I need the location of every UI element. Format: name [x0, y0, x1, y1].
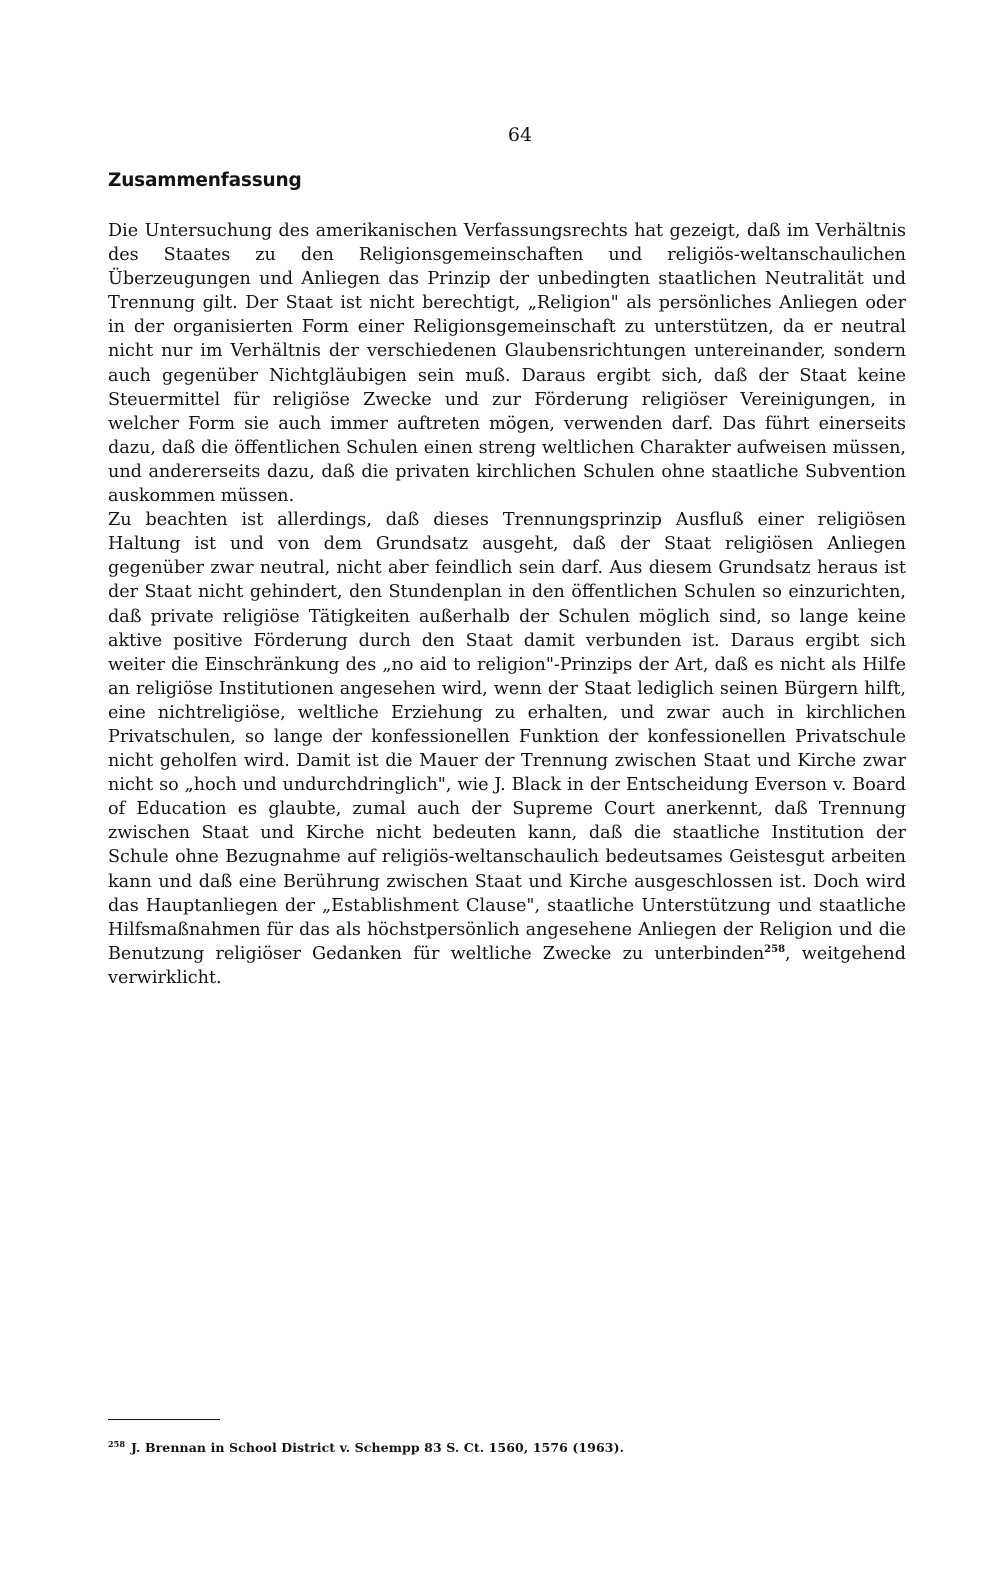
page-number: 64 — [507, 124, 533, 146]
paragraph-2-end: , weitgehend verwirklicht. — [108, 943, 906, 988]
footnote-mark: 258 — [108, 1438, 125, 1449]
footnote — [108, 1440, 624, 1455]
paragraph-2 — [108, 508, 906, 990]
footnote-reference: 258 — [764, 943, 786, 955]
body-text — [108, 219, 906, 990]
footnote-text: J. Brennan in School District v. Schempp 83 S. Ct. 1560, 1576 (1963). — [131, 1440, 625, 1455]
footnote-divider — [108, 1419, 220, 1420]
paragraph-1: Die Untersuchung des amerikanischen Verfassungsrechts hat gezeigt, daß im Verhältnis des Staates zu den Religionsgemeinschaften und religiös-weltanschaulichen Überzeugungen und Anliegen das Prinzip der unbedingten staatlichen Neutralität und Trennung gilt. Der Staat ist nicht berechtigt, „Religion" als persönliches Anliegen oder in der organisierten Form einer Religionsgemeinschaft zu unterstützen, da er neutral nicht nur im Verhältnis der verschiedenen Glaubensrichtungen untereinander, sondern auch gegenüber Nichtgläubigen sein muß. Daraus ergibt sich, daß der Staat keine Steuermittel für religiöse Zwecke und zur Förderung religiöser Vereinigungen, in welcher Form sie auch immer auftreten mögen, verwenden darf. Das führt einerseits dazu, daß die öffentlichen Schulen einen streng weltlichen Charakter aufweisen müssen, und andererseits dazu, daß die privaten kirchlichen Schulen ohne staatliche Subvention auskommen müssen. — [108, 221, 906, 507]
section-heading: Zusammenfassung — [108, 170, 302, 191]
paragraph-2-main: Zu beachten ist allerdings, daß dieses Trennungsprinzip Ausfluß einer religiösen Haltung ist und von dem Grundsatz ausgeht, daß der Staat religiösen Anliegen gegenüber zwar neutral, nicht aber feindlich sein darf. Aus diesem Grundsatz heraus ist der Staat nicht gehindert, den Stundenplan in den öffentlichen Schulen so einzurichten, daß private religiöse Tätigkeiten außerhalb der Schulen möglich sind, so lange keine aktive positive Förderung durch den Staat damit verbunden ist. Daraus ergibt sich weiter die Einschränkung des „no aid to religion"-Prinzips der Art, daß es nicht als Hilfe an religiöse Institutionen angesehen wird, wenn der Staat lediglich seinen Bürgern hilft, eine nichtreligiöse, weltliche Erziehung zu erhalten, und zwar auch in kirchlichen Privatschulen, so lange der konfessionellen Funktion der konfessionellen Privatschule nicht geholfen wird. Damit ist die Mauer der Trennung zwischen Staat und Kirche zwar nicht so „hoch und undurchdringlich", wie J. Black in der Entscheidung Everson v. Board of Education es glaubte, zumal auch der Supreme Court anerkennt, daß Trennung zwischen Staat und Kirche nicht bedeuten kann, daß die staatliche Institution der Schule ohne Bezugnahme auf religiös-weltanschaulich bedeutsames Geistesgut arbeiten kann und daß eine Berührung zwischen Staat und Kirche ausgeschlossen ist. Doch wird das Hauptanliegen der „Establishment Clause", staatliche Unterstützung und staatliche Hilfsmaßnahmen für das als höchstpersönlich angesehene Anliegen der Religion und die Benutzung religiöser Gedanken für weltliche Zwecke zu unterbinden — [108, 510, 906, 964]
